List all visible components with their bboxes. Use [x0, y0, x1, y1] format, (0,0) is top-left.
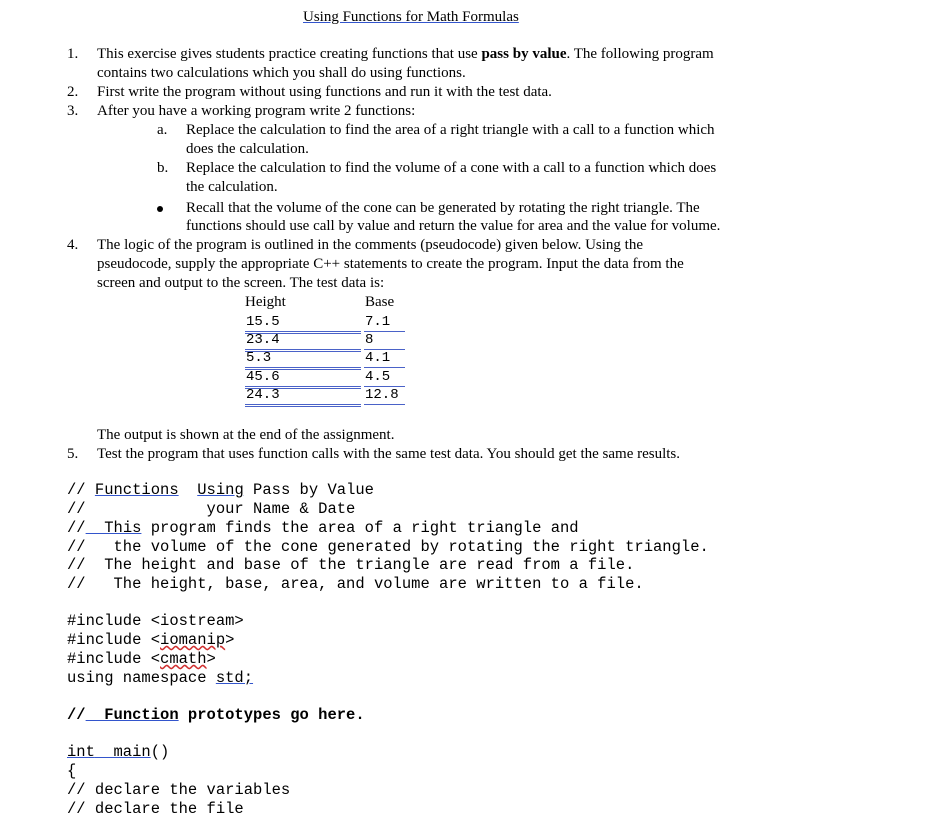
item-2-text: First write the program without using functions and run it with the test data. [97, 84, 552, 100]
bullet-line-2: functions should use call by value and return the value for area and the value for volume. [186, 218, 721, 234]
page-title: Using Functions for Math Formulas [303, 9, 519, 25]
code-declare-variables: // declare the variables [67, 781, 291, 799]
bullet-line-1: Recall that the volume of the cone can be generated by rotating the right triangle. The [186, 200, 700, 216]
code-comment-line-4: // the volume of the cone generated by rotating the right triangle. [67, 538, 709, 556]
item-number-2: 2. [67, 84, 79, 100]
code-using-namespace: using namespace std; [67, 669, 254, 687]
item-number-5: 5. [67, 446, 79, 462]
base-cell: 12.8 [364, 387, 405, 405]
base-cell: 8 [364, 332, 405, 350]
code-open-brace: { [67, 762, 77, 780]
subitem-a-line-2: does the calculation. [186, 141, 309, 157]
pass-by-value-emphasis: pass by value [481, 46, 567, 62]
height-cell: 24.3 [245, 387, 361, 407]
item-number-3: 3. [67, 103, 79, 119]
code-prototypes-comment: // Function prototypes go here. [67, 706, 365, 724]
code-include-cmath: #include <cmath> [67, 650, 216, 668]
subitem-b-label: b. [157, 160, 169, 176]
subitem-b-line-1: Replace the calculation to find the volume of a cone with a call to a function which does [186, 160, 717, 176]
subitem-a-label: a. [157, 122, 168, 138]
item-1-line-1: This exercise gives students practice creating functions that use pass by value. The following program [97, 46, 714, 62]
code-include-iomanip: #include <iomanip> [67, 631, 235, 649]
subitem-a-line-1: Replace the calculation to find the area of a right triangle with a call to a function which [186, 122, 715, 138]
height-cell: 45.6 [245, 369, 361, 389]
height-cell: 5.3 [245, 350, 361, 370]
item-1-line-2: contains two calculations which you shall do using functions. [97, 65, 466, 81]
bullet-icon [157, 206, 163, 212]
base-cell: 4.1 [364, 350, 405, 368]
column-header-base: Base [365, 294, 395, 310]
item-4-line-1: The logic of the program is outlined in the comments (pseudocode) given below. Using the [97, 237, 643, 253]
output-note: The output is shown at the end of the assignment. [97, 427, 395, 443]
item-3-text: After you have a working program write 2 functions: [97, 103, 416, 119]
item-4-line-2: pseudocode, supply the appropriate C++ statements to create the program. Input the data from the [97, 256, 684, 272]
code-comment-line-5: // The height and base of the triangle are read from a file. [67, 556, 635, 574]
code-main-signature: int main() [67, 743, 170, 761]
column-header-height: Height [245, 294, 286, 310]
height-cell: 15.5 [245, 314, 361, 334]
code-comment-line-3: // This program finds the area of a right triangle and [67, 519, 579, 537]
height-cell: 23.4 [245, 332, 361, 352]
code-comment-line-6: // The height, base, area, and volume are written to a file. [67, 575, 644, 593]
subitem-b-line-2: the calculation. [186, 179, 278, 195]
item-5-text: Test the program that uses function calls with the same test data. You should get the same results. [97, 446, 681, 462]
item-4-line-3: screen and output to the screen. The test data is: [97, 275, 385, 291]
code-include-iostream: #include <iostream> [67, 612, 244, 630]
code-comment-line-2: // your Name & Date [67, 500, 356, 518]
code-declare-file: // declare the file [67, 800, 244, 818]
code-comment-line-1: // Functions Using Pass by Value [67, 481, 374, 499]
base-cell: 7.1 [364, 314, 405, 332]
item-number-4: 4. [67, 237, 79, 253]
item-number-1: 1. [67, 46, 79, 62]
base-cell: 4.5 [364, 369, 405, 387]
